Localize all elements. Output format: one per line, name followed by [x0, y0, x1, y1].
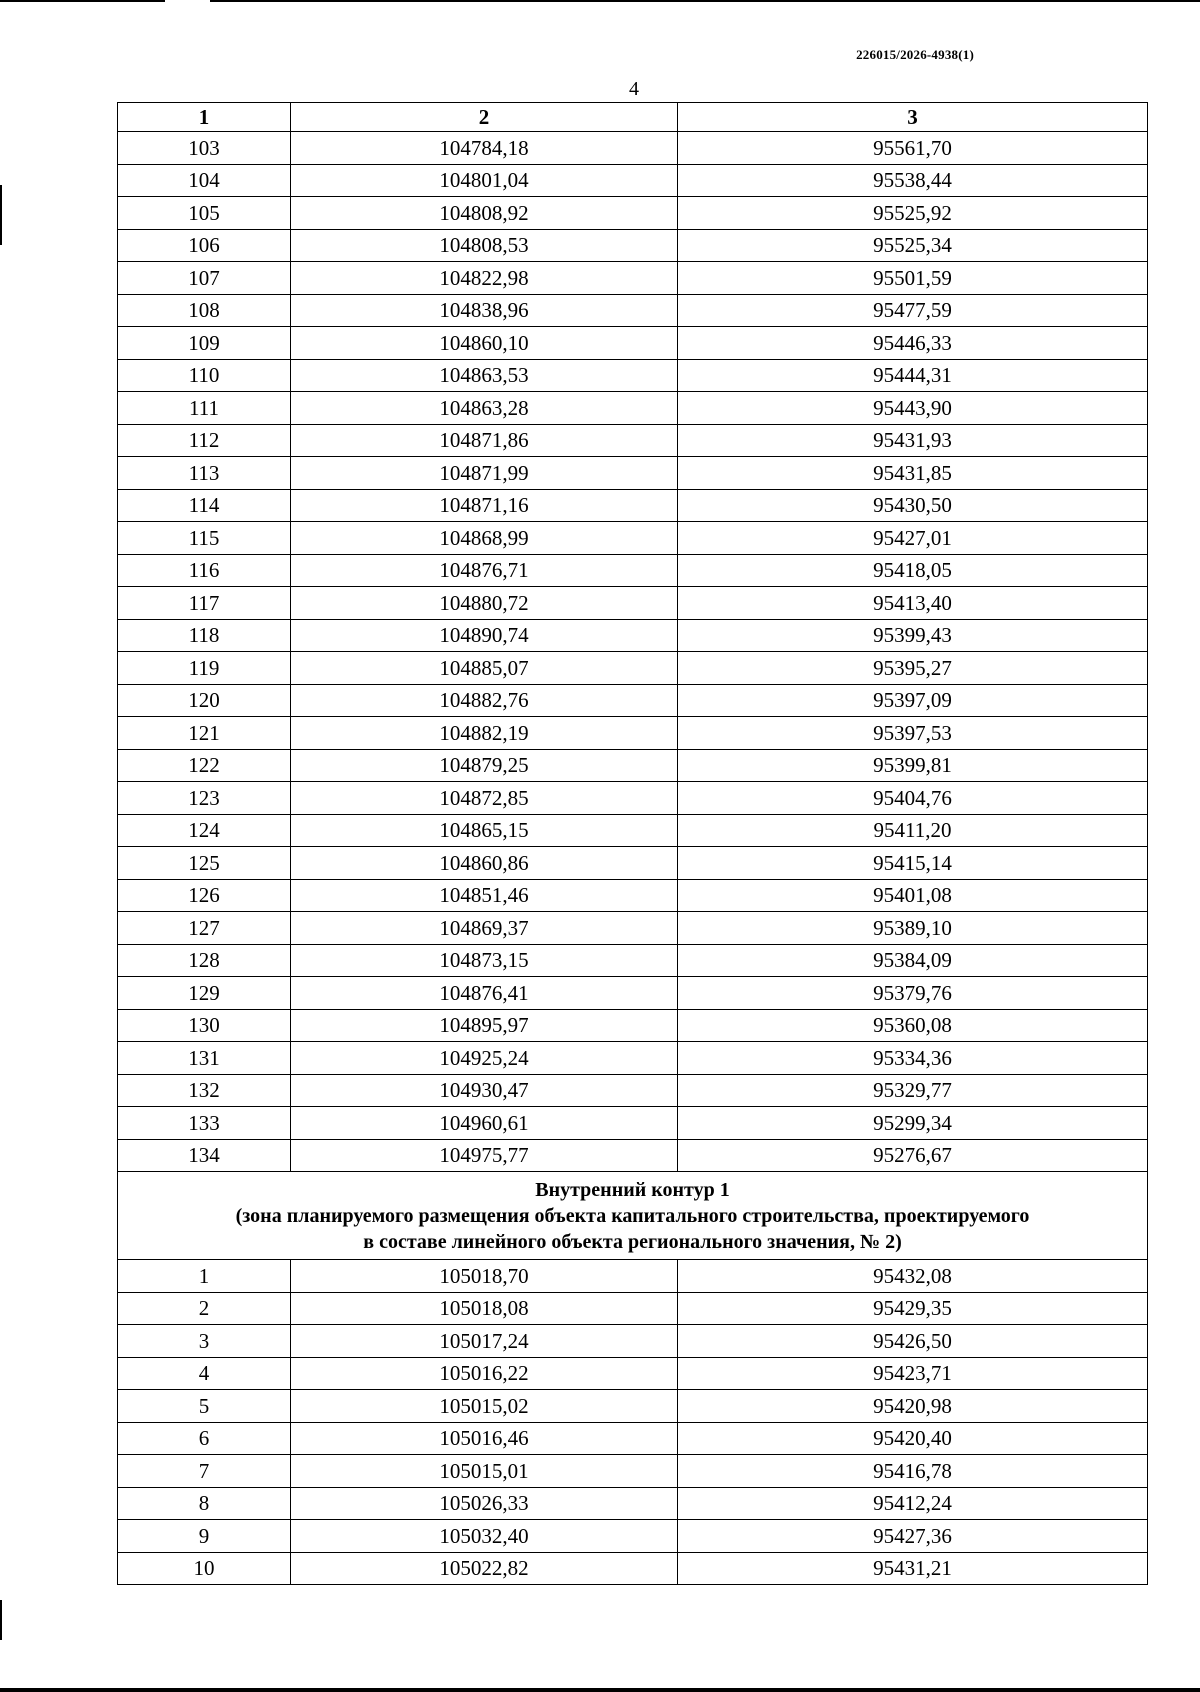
table-row: [118, 554, 1148, 587]
coordinate-x-cell: 104822,98: [291, 262, 678, 295]
coordinate-y-cell: 95399,43: [678, 619, 1148, 652]
table-row: [118, 782, 1148, 815]
point-number-cell: 107: [118, 262, 291, 295]
coordinate-x-cell: 104871,16: [291, 489, 678, 522]
point-number-cell: 10: [118, 1552, 291, 1585]
table-row: [118, 229, 1148, 262]
coordinate-y-cell: 95430,50: [678, 489, 1148, 522]
coordinate-x-cell: 104869,37: [291, 912, 678, 945]
coordinates-table: [117, 102, 1148, 1585]
table-row: [118, 717, 1148, 750]
coordinate-x-cell: 104880,72: [291, 587, 678, 620]
table-row: [118, 294, 1148, 327]
table-row: [118, 1009, 1148, 1042]
left-edge-mark: [0, 1600, 2, 1640]
point-number-cell: 125: [118, 847, 291, 880]
table-row: [118, 749, 1148, 782]
table-row: [118, 262, 1148, 295]
point-number-cell: 108: [118, 294, 291, 327]
coordinate-x-cell: 104975,77: [291, 1139, 678, 1172]
table-row: [118, 1042, 1148, 1075]
coordinate-y-cell: 95426,50: [678, 1325, 1148, 1358]
coordinate-x-cell: 104860,86: [291, 847, 678, 880]
point-number-cell: 113: [118, 457, 291, 490]
left-edge-mark: [0, 185, 2, 245]
table-row: [118, 587, 1148, 620]
coordinate-x-cell: 105032,40: [291, 1520, 678, 1553]
coordinate-x-cell: 105022,82: [291, 1552, 678, 1585]
point-number-cell: 117: [118, 587, 291, 620]
coordinate-x-cell: 104863,28: [291, 392, 678, 425]
point-number-cell: 111: [118, 392, 291, 425]
point-number-cell: 5: [118, 1390, 291, 1423]
coordinate-y-cell: 95389,10: [678, 912, 1148, 945]
document-code: 226015/2026-4938(1): [856, 47, 974, 62]
point-number-cell: 116: [118, 554, 291, 587]
point-number-cell: 110: [118, 359, 291, 392]
table-row: [118, 489, 1148, 522]
table-row: [118, 522, 1148, 555]
coordinate-y-cell: 95412,24: [678, 1487, 1148, 1520]
point-number-cell: 124: [118, 814, 291, 847]
point-number-cell: 128: [118, 944, 291, 977]
point-number-cell: 4: [118, 1357, 291, 1390]
point-number-cell: 103: [118, 132, 291, 165]
table-row: [118, 619, 1148, 652]
point-number-cell: 114: [118, 489, 291, 522]
coordinate-x-cell: 104876,41: [291, 977, 678, 1010]
main-contour-rows: [118, 132, 1148, 1172]
coordinate-x-cell: 104960,61: [291, 1107, 678, 1140]
table-row: [118, 1520, 1148, 1553]
coordinate-y-cell: 95401,08: [678, 879, 1148, 912]
table-row: [118, 1139, 1148, 1172]
table-row: [118, 1390, 1148, 1423]
coordinate-y-cell: 95399,81: [678, 749, 1148, 782]
coordinate-x-cell: 105017,24: [291, 1325, 678, 1358]
point-number-cell: 9: [118, 1520, 291, 1553]
coordinate-x-cell: 104930,47: [291, 1074, 678, 1107]
coordinate-y-cell: 95429,35: [678, 1292, 1148, 1325]
point-number-cell: 123: [118, 782, 291, 815]
coordinate-y-cell: 95431,93: [678, 424, 1148, 457]
coordinate-y-cell: 95446,33: [678, 327, 1148, 360]
coordinate-y-cell: 95329,77: [678, 1074, 1148, 1107]
point-number-cell: 134: [118, 1139, 291, 1172]
point-number-cell: 120: [118, 684, 291, 717]
point-number-cell: 3: [118, 1325, 291, 1358]
coordinate-y-cell: 95427,01: [678, 522, 1148, 555]
coordinate-x-cell: 104872,85: [291, 782, 678, 815]
coordinate-y-cell: 95420,98: [678, 1390, 1148, 1423]
coordinate-x-cell: 104882,76: [291, 684, 678, 717]
point-number-cell: 112: [118, 424, 291, 457]
column-header-coordinate-x: 2: [291, 103, 678, 132]
coordinate-y-cell: 95404,76: [678, 782, 1148, 815]
coordinate-x-cell: 104879,25: [291, 749, 678, 782]
coordinate-x-cell: 105018,70: [291, 1260, 678, 1293]
table-row: [118, 197, 1148, 230]
coordinate-y-cell: 95561,70: [678, 132, 1148, 165]
table-row: [118, 652, 1148, 685]
section-description-line-1: (зона планируемого размещения объекта капитального строительства, проектируемого: [235, 1204, 1030, 1227]
point-number-cell: 104: [118, 164, 291, 197]
section-description-line-2: в составе линейного объекта регионального значения, № 2): [363, 1230, 902, 1253]
coordinate-y-cell: 95411,20: [678, 814, 1148, 847]
coordinate-x-cell: 105016,22: [291, 1357, 678, 1390]
coordinate-x-cell: 104871,86: [291, 424, 678, 457]
coordinate-x-cell: 104808,53: [291, 229, 678, 262]
coordinate-x-cell: 105016,46: [291, 1422, 678, 1455]
coordinate-y-cell: 95397,09: [678, 684, 1148, 717]
point-number-cell: 106: [118, 229, 291, 262]
point-number-cell: 7: [118, 1455, 291, 1488]
point-number-cell: 131: [118, 1042, 291, 1075]
coordinate-x-cell: 105026,33: [291, 1487, 678, 1520]
inner-contour-section: [118, 1172, 1148, 1260]
coordinate-x-cell: 105018,08: [291, 1292, 678, 1325]
coordinate-y-cell: 95477,59: [678, 294, 1148, 327]
coordinate-x-cell: 104871,99: [291, 457, 678, 490]
point-number-cell: 133: [118, 1107, 291, 1140]
coordinate-x-cell: 104882,19: [291, 717, 678, 750]
coordinate-x-cell: 104851,46: [291, 879, 678, 912]
table-row: [118, 424, 1148, 457]
coordinate-y-cell: 95501,59: [678, 262, 1148, 295]
coordinate-y-cell: 95444,31: [678, 359, 1148, 392]
table-row: [118, 1487, 1148, 1520]
inner-contour-rows: [118, 1260, 1148, 1585]
coordinate-y-cell: 95431,85: [678, 457, 1148, 490]
table-row: [118, 814, 1148, 847]
column-header-coordinate-y: 3: [678, 103, 1148, 132]
point-number-cell: 105: [118, 197, 291, 230]
point-number-cell: 132: [118, 1074, 291, 1107]
coordinate-x-cell: 104865,15: [291, 814, 678, 847]
coordinate-y-cell: 95423,71: [678, 1357, 1148, 1390]
table-row: [118, 1357, 1148, 1390]
point-number-cell: 127: [118, 912, 291, 945]
table-row: [118, 359, 1148, 392]
table-row: [118, 1292, 1148, 1325]
coordinate-y-cell: 95427,36: [678, 1520, 1148, 1553]
point-number-cell: 130: [118, 1009, 291, 1042]
table-row: [118, 327, 1148, 360]
section-header-cell: [118, 1172, 1148, 1260]
point-number-cell: 118: [118, 619, 291, 652]
point-number-cell: 1: [118, 1260, 291, 1293]
coordinate-y-cell: 95379,76: [678, 977, 1148, 1010]
table-header-row: [118, 103, 1148, 132]
coordinate-x-cell: 104885,07: [291, 652, 678, 685]
coordinate-x-cell: 104860,10: [291, 327, 678, 360]
coordinate-x-cell: 104784,18: [291, 132, 678, 165]
point-number-cell: 115: [118, 522, 291, 555]
point-number-cell: 121: [118, 717, 291, 750]
point-number-cell: 6: [118, 1422, 291, 1455]
coordinate-y-cell: 95360,08: [678, 1009, 1148, 1042]
coordinate-x-cell: 104808,92: [291, 197, 678, 230]
table-row: [118, 1552, 1148, 1585]
coordinate-y-cell: 95525,92: [678, 197, 1148, 230]
table-row: [118, 1325, 1148, 1358]
point-number-cell: 8: [118, 1487, 291, 1520]
table-row: [118, 1107, 1148, 1140]
top-rule-gap: [165, 0, 210, 3]
coordinate-y-cell: 95443,90: [678, 392, 1148, 425]
coordinate-y-cell: 95525,34: [678, 229, 1148, 262]
coordinate-y-cell: 95397,53: [678, 717, 1148, 750]
table-row: [118, 1422, 1148, 1455]
coordinate-y-cell: 95299,34: [678, 1107, 1148, 1140]
coordinate-x-cell: 104873,15: [291, 944, 678, 977]
coordinate-x-cell: 104838,96: [291, 294, 678, 327]
coordinate-y-cell: 95384,09: [678, 944, 1148, 977]
table-row: [118, 392, 1148, 425]
coordinate-x-cell: 105015,01: [291, 1455, 678, 1488]
table-row: [118, 1260, 1148, 1293]
coordinate-y-cell: 95415,14: [678, 847, 1148, 880]
coordinate-y-cell: 95276,67: [678, 1139, 1148, 1172]
coordinate-x-cell: 104868,99: [291, 522, 678, 555]
coordinate-y-cell: 95418,05: [678, 554, 1148, 587]
coordinate-y-cell: 95538,44: [678, 164, 1148, 197]
table-row: [118, 684, 1148, 717]
bottom-rule: [0, 1688, 1200, 1692]
table-row: [118, 912, 1148, 945]
coordinate-y-cell: 95395,27: [678, 652, 1148, 685]
coordinate-y-cell: 95420,40: [678, 1422, 1148, 1455]
coordinate-y-cell: 95416,78: [678, 1455, 1148, 1488]
table-row: [118, 164, 1148, 197]
point-number-cell: 109: [118, 327, 291, 360]
coordinate-y-cell: 95413,40: [678, 587, 1148, 620]
section-title: Внутренний контур 1: [535, 1178, 730, 1201]
section-header-row: [118, 1172, 1148, 1260]
coordinate-x-cell: 104890,74: [291, 619, 678, 652]
table-row: [118, 847, 1148, 880]
page-number: 4: [629, 78, 639, 100]
point-number-cell: 119: [118, 652, 291, 685]
point-number-cell: 2: [118, 1292, 291, 1325]
coordinate-x-cell: 104863,53: [291, 359, 678, 392]
coordinate-x-cell: 104925,24: [291, 1042, 678, 1075]
table-row: [118, 1074, 1148, 1107]
table-row: [118, 977, 1148, 1010]
table-row: [118, 944, 1148, 977]
point-number-cell: 129: [118, 977, 291, 1010]
table-row: [118, 879, 1148, 912]
coordinate-x-cell: 104876,71: [291, 554, 678, 587]
coordinate-x-cell: 104895,97: [291, 1009, 678, 1042]
coordinate-y-cell: 95334,36: [678, 1042, 1148, 1075]
coordinate-y-cell: 95431,21: [678, 1552, 1148, 1585]
coordinate-y-cell: 95432,08: [678, 1260, 1148, 1293]
point-number-cell: 126: [118, 879, 291, 912]
table-row: [118, 457, 1148, 490]
point-number-cell: 122: [118, 749, 291, 782]
coordinate-x-cell: 105015,02: [291, 1390, 678, 1423]
table-row: [118, 1455, 1148, 1488]
column-header-point-number: 1: [118, 103, 291, 132]
table-row: [118, 132, 1148, 165]
coordinate-x-cell: 104801,04: [291, 164, 678, 197]
